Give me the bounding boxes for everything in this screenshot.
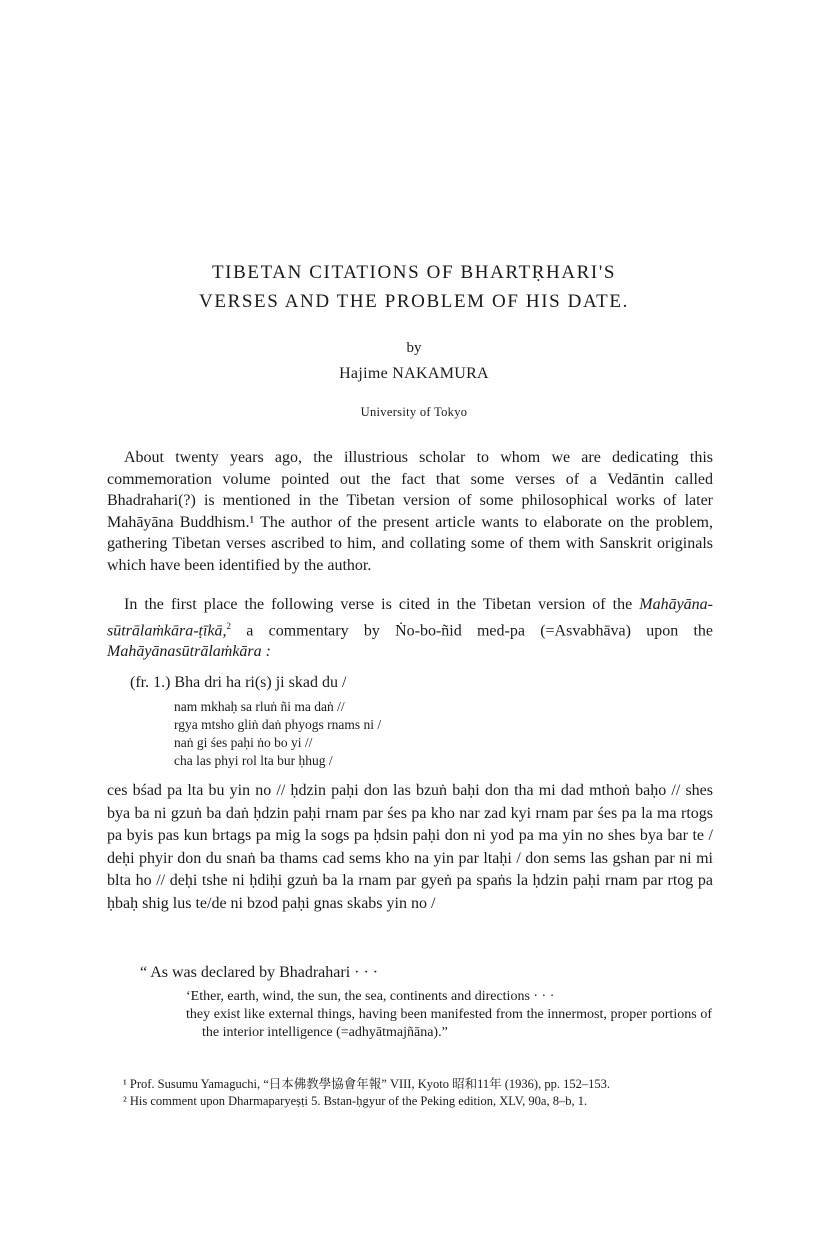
- footnote-1: ¹ Prof. Susumu Yamaguchi, “日本佛教學協會年報” VIII, Kyoto 昭和11年 (1936), pp. 152–153.: [123, 1077, 610, 1091]
- byline: by: [406, 340, 422, 356]
- verse-line: rgya mtsho gliṅ daṅ phyogs rnams ni /: [174, 717, 382, 732]
- quote-line-1: ‘Ether, earth, wind, the sun, the sea, continents and directions · · ·: [186, 989, 555, 1004]
- work-title-2: Mahāyānasūtrālaṁkāra :: [107, 643, 271, 661]
- paragraph-2-before: In the first place the following verse is cited in the Tibetan version of the: [124, 596, 640, 613]
- footnote-2: ² His comment upon Dharmaparyeṣṭi 5. Bstan-ḥgyur of the Peking edition, XLV, 90a, 8–b, 1.: [123, 1094, 588, 1108]
- paragraph-2-middle: a commentary by Ṅo-bo-ñid med-pa (=Asvabhāva) upon the: [231, 621, 713, 639]
- verse-line: naṅ gi śes paḥi ṅo bo yi //: [174, 735, 313, 750]
- author-affiliation: University of Tokyo: [360, 405, 468, 419]
- fragment-label: (fr. 1.) Bha dri ha ri(s) ji skad du /: [130, 674, 347, 691]
- verse-line: nam mkhaḥ sa rluṅ ñi ma daṅ //: [174, 699, 345, 714]
- quote-introduction: “ As was declared by Bhadrahari · · ·: [140, 964, 379, 981]
- work-title-1: Mahāyāna-sūtrālaṁkāra-ṭīkā,: [107, 596, 713, 639]
- title-line-1: TIBETAN CITATIONS OF BHARTṚHARI'S: [211, 262, 617, 283]
- verse-line: cha las phyi rol lta bur ḥhug /: [174, 753, 333, 768]
- quote-rest: they exist like external things, having been manifested from the innermost, proper portions of the interior intelligence (=adhyātmajñāna).”: [186, 1007, 712, 1040]
- article-title: [100, 258, 728, 316]
- footnotes: [123, 1076, 723, 1110]
- footnote-ref-2: 2: [226, 620, 232, 631]
- title-line-2: VERSES AND THE PROBLEM OF HIS DATE.: [199, 291, 629, 312]
- paragraph-1: About twenty years ago, the illustrious scholar to whom we are dedicating this commemoration volume pointed out the fact that some verses of a Vedāntin called Bhadrahari(?) is mentioned in the Tibetan version of some philosophical works of later Mahāyāna Buddhism.¹ The author of the present article wants to elaborate on the problem, gathering Tibetan verses ascribed to him, and collating some of them with Sanskrit originals which have been identified by the author.: [107, 449, 713, 574]
- quote-translation: [186, 988, 712, 1042]
- tibetan-verse: [174, 698, 381, 770]
- author-name: Hajime NAKAMURA: [339, 365, 489, 382]
- paragraph-3-tibetan-commentary: ces bśad pa lta bu yin no // ḥdzin paḥi don las bzuṅ baḥi don tha mi dad mthoṅ baḥo // shes bya ba ni gzuṅ ba daṅ ḥdzin paḥi rnam par śes pa kho nar zad kyi rnam par śes pa la ma rtogs pa byis pas kun brtags pa mig la sogs pa ḥdsin paḥi don ni yod pa ma yin no shes bya bar te / deḥi phyir don du snaṅ ba thams cad sems kho na yin par ltaḥi / don sems las gshan par ni mi blta ho // deḥi tshe ni ḥdiḥi gzuṅ ba la rnam par gyeṅ pa spaṅs la ḥdzin paḥi rnam par rtog pa ḥbaḥ shig lus te/de ni bzod paḥi gnas skabs yin no /: [107, 782, 713, 912]
- paragraph-2: [107, 594, 713, 663]
